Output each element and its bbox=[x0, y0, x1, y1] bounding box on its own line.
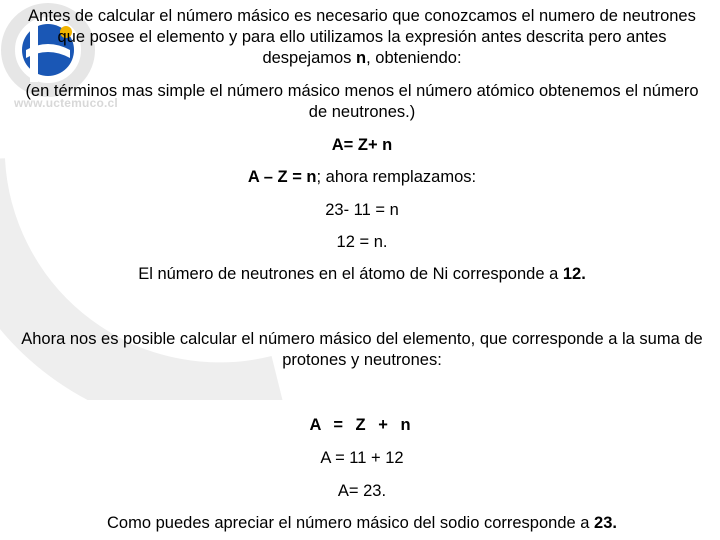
final-pre: Como puedes apreciar el número másico del sodio corresponde a bbox=[107, 514, 595, 532]
neutrons-pre: El número de neutrones en el átomo de Ni corresponde a bbox=[138, 265, 563, 283]
neutrons-statement bbox=[20, 264, 704, 285]
calc-4: A= 23. bbox=[337, 482, 387, 500]
final-value: 23. bbox=[594, 514, 617, 532]
intro-post: , obteniendo: bbox=[366, 49, 462, 67]
calc-2: 12 = n. bbox=[336, 233, 388, 251]
formula-3: A = Z + n bbox=[309, 416, 415, 434]
formula-1: A= Z+ n bbox=[331, 136, 393, 154]
mass-intro-paragraph: Ahora nos es posible calcular el número másico del elemento, que corresponde a la suma de protones y neutrones: bbox=[21, 330, 703, 369]
watermark-url: www.uctemuco.cl bbox=[14, 96, 118, 110]
final-statement bbox=[20, 513, 704, 534]
calc-3: A = 11 + 12 bbox=[320, 449, 404, 467]
intro-var: n bbox=[356, 49, 367, 67]
formula-2-bold: A – Z = n bbox=[247, 168, 317, 186]
neutrons-value: 12. bbox=[562, 265, 586, 283]
formula-2 bbox=[20, 167, 704, 188]
formula-2-rest: ; ahora remplazamos: bbox=[316, 168, 477, 186]
calc-1: 23- 11 = n bbox=[325, 201, 399, 219]
intro-paragraph bbox=[20, 6, 704, 69]
intro-pre: Antes de calcular el número másico es necesario que conozcamos el numero de neutrones que posee el elemento y para ello utilizamos la expresión antes descrita pero antes despejamos bbox=[28, 7, 696, 67]
note-paragraph: (en términos mas simple el número másico menos el número atómico obtenemos el número de neutrones.) bbox=[25, 82, 699, 121]
